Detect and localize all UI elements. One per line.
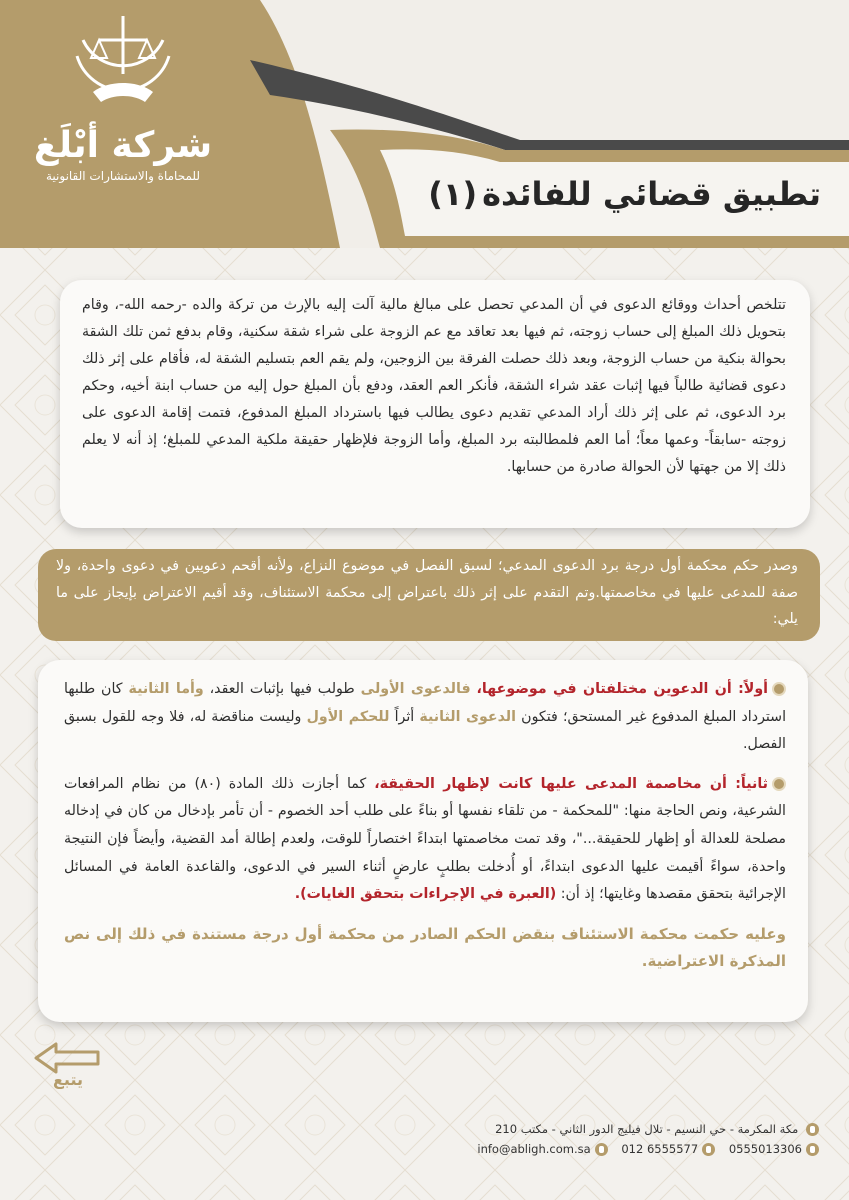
footer-address: مكة المكرمة - حي النسيم - تلال فيليج الدور الثاني - مكتب 210 [495,1122,799,1136]
brand-name: شركة أبْلَغ [33,125,213,166]
arrow-left-icon [32,1040,104,1074]
ground-second-heading: ثانياً: أن مخاصمة المدعى عليها كانت لإظهار الحقيقة، [374,775,768,792]
company-logo [28,10,218,225]
continue-label: يتبع [53,1070,83,1089]
title-text: تطبيق قضائي للفائدة [482,175,821,213]
phone-icon [702,1143,715,1156]
ruling-box [38,549,820,641]
footer-email[interactable]: info@abligh.com.sa [477,1142,591,1156]
ground-text: كما أجازت ذلك المادة (٨٠) من نظام المرافعات الشرعية، ونص الحاجة منها: "للمحكمة - من تلقاء نفسها أو بناءً على طلب أحد الخصوم - أن تأمر بإدخال من كان في إدخاله مصلحة للعدالة أو إظهار للحقيقة..."، وقد تمت مخاصمتها ابتداءً اختصاراً للوقت، ولعدم إطالة أمد القضية، وأيضاً فإن النتيجة واحدة، سواءً أقيمت عليها الدعوى ابتداءً، أو أُدخلت بطلبٍ عارضٍ أثناء السير في الدعوى، والقاعدة العامة في المسائل الإجرائية بتحقق مقصدها وغايتها؛ إذ أن: [64,775,786,903]
ground-text: أثراً [389,708,420,725]
legal-maxim: (العبرة في الإجراءات بتحقق الغايات). [294,886,557,903]
ground-text: طولب فيها بإثبات العقد، [203,681,361,697]
objection-grounds-box [38,660,808,1022]
claim-label: للحكم الأول [306,708,390,725]
footer-mobile[interactable]: 0555013306 [728,1142,802,1156]
ground-text: كان طلبها استرداد المبلغ المدفوع غير المستحق؛ فتكون [64,681,787,725]
claim-label: فالدعوى الأولى [360,681,471,697]
continue-marker[interactable] [32,1040,104,1100]
facts-paragraph: تتلخص أحداث ووقائع الدعوى في أن المدعي تحصل على مبالغ مالية آلت إليه بالإرث من تركة والده -رحمه الله-، وقام بتحويل ذلك المبلغ إلى حساب زوجته، ثم فيها بعد تعاقد مع عم الزوجة على شراء شقة سكنية، وقام بدفع ثمن تلك الشقة بحوالة بنكية من حساب الزوجة، وبعد ذلك حصلت الفرقة بين الزوجين، ولم يقم العم بتسليم الشقة له، فأقام على إثر ذلك دعوى قضائية طالباً فيها إثبات عقد شراء الشقة، فأنكر العم العقد، ودفع بأن المبلغ حول إليه من حساب ابنة أخيه، وحكم برد الدعوى، ثم على إثر ذلك أراد المدعي تقديم دعوى يطالب فيها باسترداد المبلغ المدفوع، فتمت إقامة الدعوى على زوجته -سابقاً- وعمها معاً؛ أما العم فلمطالبته برد المبلغ، وأما الزوجة فلإظهار حقيقة ملكية المدعي للمبلغ؛ إذ أنه لا يعلم ذلك إلا من جهتها لأن الحوالة صادرة من حسابها. [82,297,786,475]
ground-second [64,771,786,909]
email-icon [595,1143,608,1156]
footer-contact-line [467,1142,819,1156]
page-title [421,172,821,216]
footer-address-line [495,1122,819,1136]
brand-tagline: للمحاماة والاستشارات القانونية [45,169,201,183]
ground-first [64,676,786,759]
scales-of-justice-icon [63,10,183,122]
location-icon [806,1123,819,1136]
facts-box [60,280,810,528]
ground-first-heading: أولاً: أن الدعوين مختلفتان في موضوعها، [476,681,769,697]
footer-phone[interactable]: 012 6555577 [621,1142,699,1156]
title-number: (١) [428,175,478,213]
whatsapp-icon [806,1143,819,1156]
bullet-icon [772,777,786,791]
conclusion: وعليه حكمت محكمة الاستئناف بنقض الحكم الصادر من محكمة أول درجة مستندة في ذلك إلى نص المذكرة الاعتراضية. [64,924,786,971]
ruling-paragraph: وصدر حكم محكمة أول درجة برد الدعوى المدعي؛ لسبق الفصل في موضوع النزاع، ولأنه أقحم دعويين في دعوى واحدة، ولا صفة للمدعى عليها في مخاصمتها.وتم التقدم على إثر ذلك باعتراض إلى محكمة الاستئناف، وقد أقيم الاعتراض بإيجاز على ما يلي: [56,558,798,627]
ground-text: وليست مناقضة له، فلا وجه للقول بسبق الفصل. [64,708,786,753]
claim-label: الدعوى الثانية [419,708,516,725]
bullet-icon [772,682,786,696]
claim-label: وأما الثانية [128,681,204,697]
